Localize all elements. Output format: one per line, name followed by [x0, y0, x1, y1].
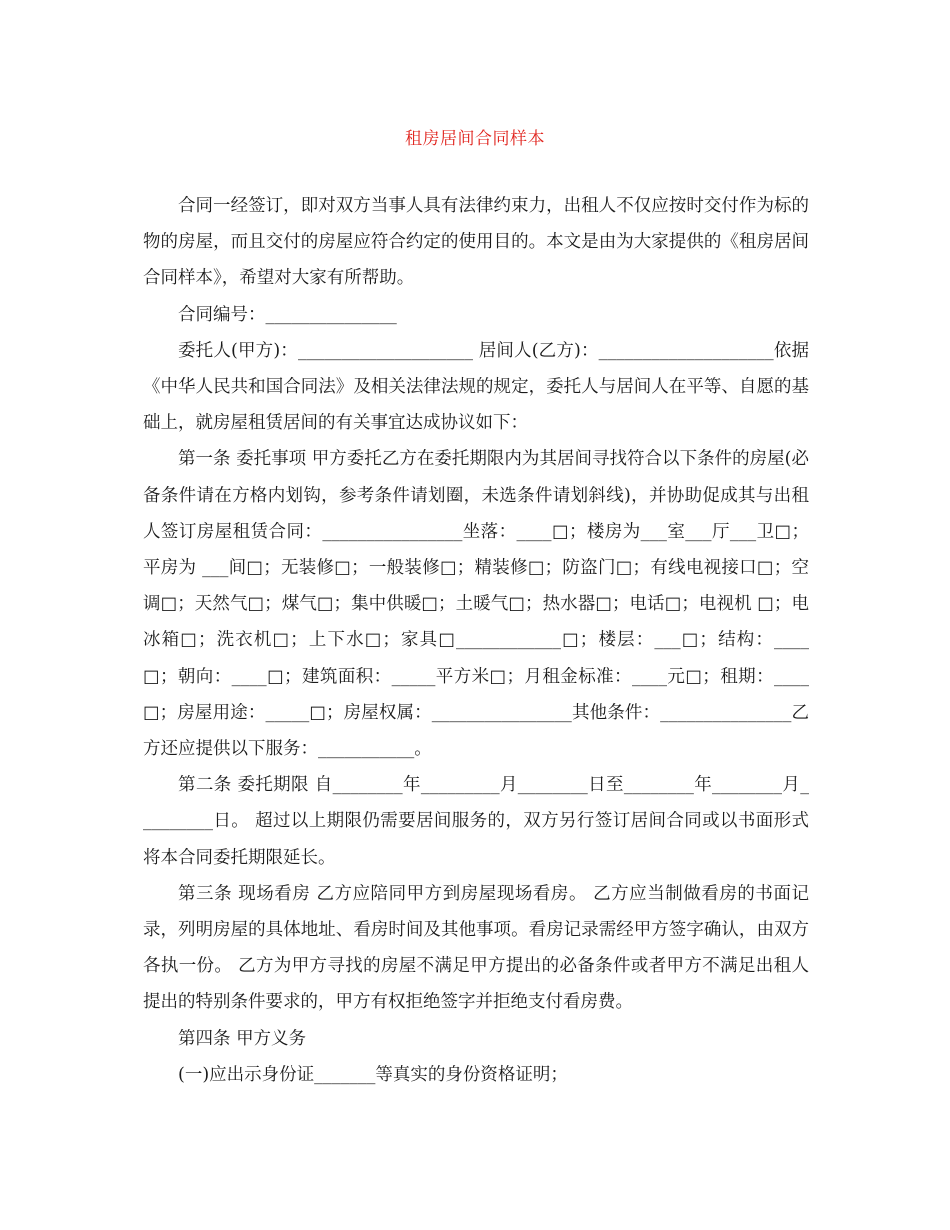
contract-number-line: 合同编号：_______________ — [178, 304, 397, 325]
document-body — [143, 188, 809, 1093]
intro-paragraph: 合同一经签订，即对双方当事人具有法律约束力，出租人不仅应按时交付作为标的物的房屋，而且交付的房屋应符合约定的使用目的。本文是由为大家提供的《租房居间合同样本》，希望对大家有所帮助。 — [143, 196, 809, 289]
article-2-paragraph: 第二条 委托期限 自________年_________月________日至________年________月_________日。 超过以上期限仍需要居间服务的，双方另行签订居间合同或以书面形式将本合同委托期限延长。 — [143, 775, 809, 868]
document-title: 租房居间合同样本 — [405, 129, 545, 149]
article-4-heading: 第四条 甲方义务 — [178, 1028, 307, 1049]
article-4-item-1: (一)应出示身份证_______等真实的身份资格证明； — [178, 1064, 568, 1085]
article-3-paragraph: 第三条 现场看房 乙方应陪同甲方到房屋现场看房。 乙方应当制做看房的书面记录，列明房屋的具体地址、看房时间及其他事项。看房记录需经甲方签字确认，由双方各执一份。 乙方为甲方寻找的房屋不满足甲方提出的必备条件或者甲方不满足出租人提出的特别条件要求的，甲方有权拒绝签字并拒绝支付看房费。 — [143, 883, 809, 1013]
parties-paragraph: 委托人(甲方)：____________________ 居间人(乙方)：____________________依据《中华人民共和国合同法》及相关法律法规的规定，委托人与居间人在平等、自愿的基础上，就房屋租赁居间的有关事宜达成协议如下： — [143, 340, 809, 434]
article-1-paragraph: 第一条 委托事项 甲方委托乙方在委托期限内为其居间寻找符合以下条件的房屋(必备条件请在方格内划钩，参考条件请划圈，未选条件请划斜线)，并协助促成其与出租人签订房屋租赁合同：________________坐落：____□；楼房为___室___厅___卫□；平房为 ___间□；无装修□；一般装修□；精装修□；防盗门□；有线电视接口□；空调□；天然气□；煤气□；集中供暖□；土暖气□；热水器□；电话□；电视机 □；电冰箱□；洗衣机□；上下水□；家具□____________□；楼层：___□；结构：____□；朝向：____□；建筑面积：_____平方米□；月租金标准：____元□；租期：____□；房屋用途：_____□；房屋权属：________________其他条件：_______________乙方还应提供以下服务：___________。 — [143, 449, 809, 760]
